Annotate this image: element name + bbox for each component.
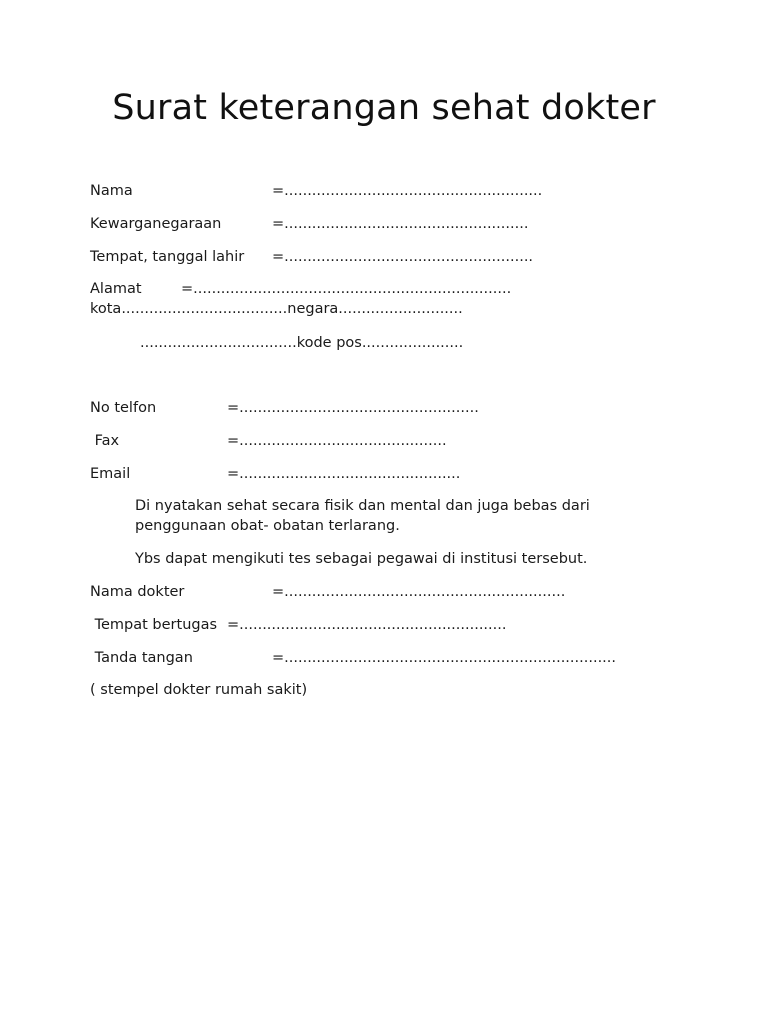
alamat-label: Alamat: [90, 281, 142, 297]
email-label: Email: [90, 466, 131, 482]
telfon-label: No telfon: [90, 400, 157, 416]
kota-negara-line: kota....................................negara...........................: [90, 301, 463, 317]
nama-dokter-field: =.............................................................: [272, 584, 566, 600]
kewarganegaraan-field: =.....................................................: [272, 216, 529, 232]
statement-line-2: penggunaan obat- obatan terlarang.: [135, 518, 400, 534]
statement-line-3: Ybs dapat mengikuti tes sebagai pegawai di institusi tersebut.: [135, 551, 588, 567]
alamat-field: =.....................................................................: [181, 281, 512, 297]
fax-label: Fax: [90, 433, 120, 449]
statement-line-1: Di nyatakan sehat secara fisik dan mental dan juga bebas dari: [135, 498, 590, 514]
kode-pos-line: ..................................kode pos......................: [140, 335, 464, 351]
fax-field: =.............................................: [227, 433, 447, 449]
tempat-bertugas-field: =..........................................................: [227, 617, 507, 633]
tanda-tangan-field: =........................................................................: [272, 650, 617, 666]
nama-dokter-label: Nama dokter: [90, 584, 185, 600]
document-title: Surat keterangan sehat dokter: [112, 88, 656, 128]
nama-label: Nama: [90, 183, 133, 199]
telfon-field: =....................................................: [227, 400, 479, 416]
stempel-note: ( stempel dokter rumah sakit): [90, 682, 308, 698]
nama-field: =........................................................: [272, 183, 543, 199]
tempat-tanggal-lahir-label: Tempat, tanggal lahir: [90, 249, 245, 265]
tanda-tangan-label: Tanda tangan: [90, 650, 193, 666]
tempat-bertugas-label: Tempat bertugas: [90, 617, 218, 633]
email-field: =................................................: [227, 466, 461, 482]
kewarganegaraan-label: Kewarganegaraan: [90, 216, 222, 232]
tempat-tanggal-lahir-field: =......................................................: [272, 249, 534, 265]
